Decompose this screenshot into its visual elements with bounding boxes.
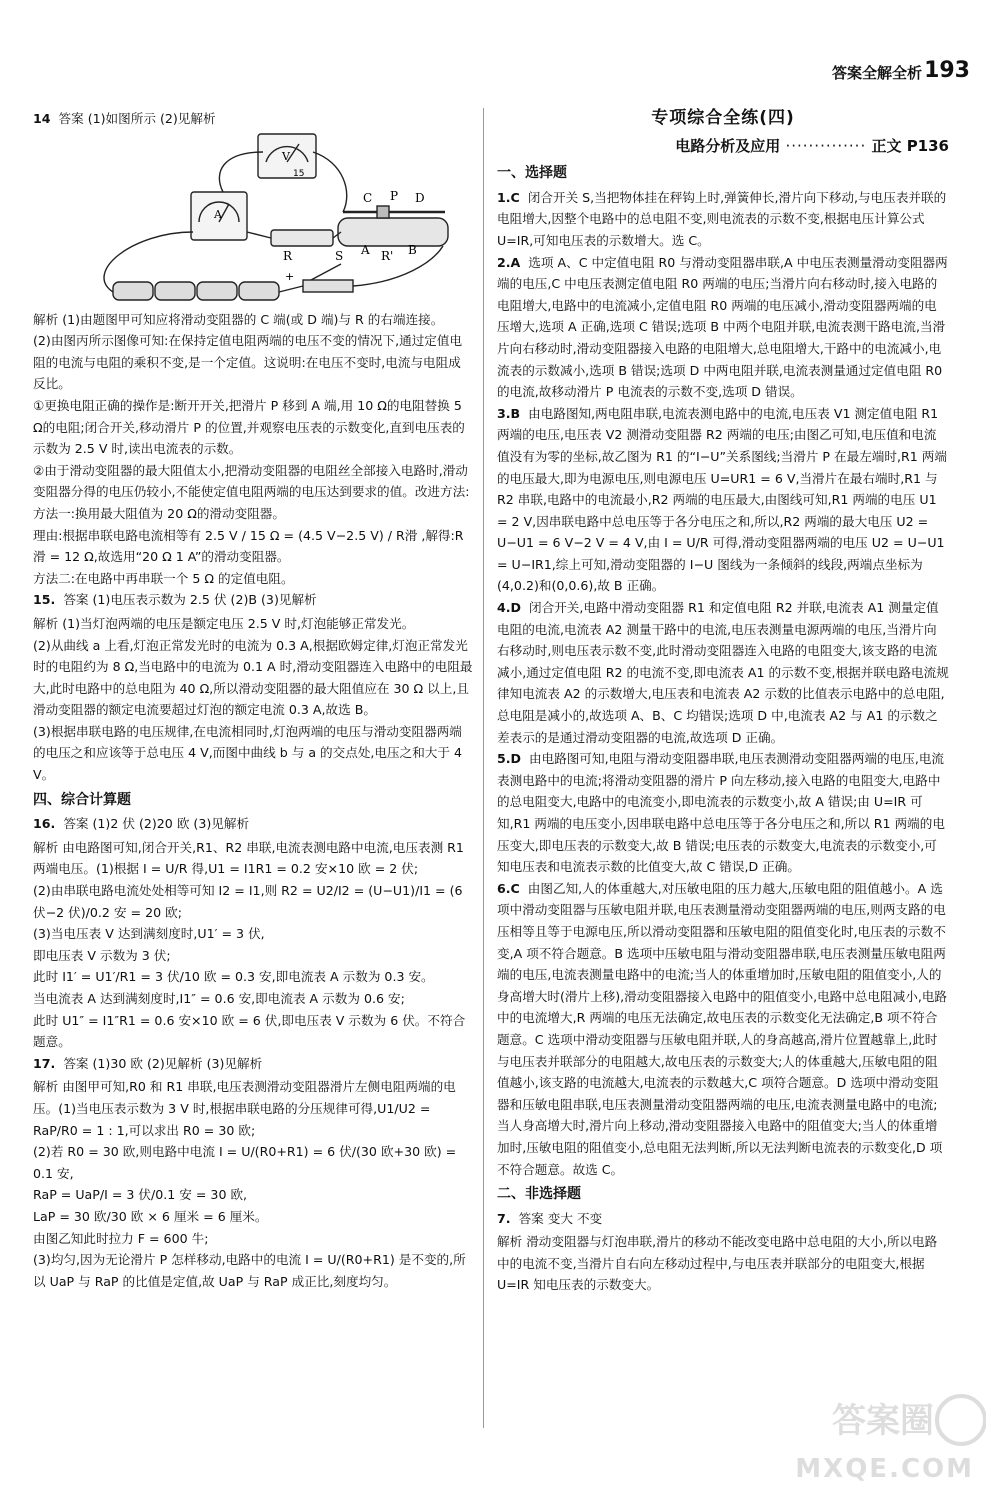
fig-label-S: S bbox=[335, 248, 344, 263]
q14-para: 解析 (1)由题图甲可知应将滑动变阻器的 C 端(或 D 端)与 R 的右端连接。 bbox=[33, 311, 444, 327]
q14-para: (2)由图丙所示图像可知:在保持定值电阻两端的电压不变的情况下,通过定值电阻的电流与电阻的乘积不变,是一个定值。这说明:在电压不变时,电流与电阻成反比。 bbox=[33, 333, 463, 392]
page-header bbox=[0, 0, 1000, 100]
q14-answer bbox=[33, 108, 473, 130]
q14-para: ②由于滑动变阻器的最大阻值太小,把滑动变阻器的电阻丝全部接入电路时,滑动变阻器分得的电压仍较小,不能使定值电阻两端的电压达到要求的值。改进方法: bbox=[33, 462, 470, 500]
header-section-label: 答案全解全析 bbox=[831, 64, 922, 82]
q15-number: 15. bbox=[33, 592, 56, 608]
fig-label-B: B bbox=[408, 242, 417, 257]
fig-label-V: V bbox=[282, 149, 290, 163]
fig-label-Rprime: R' bbox=[381, 248, 394, 263]
q17-para: (2)若 R0 = 30 欧,则电路中电流 I = U/(R0+R1) = 6 伏/(30 欧+30 欧) = 0.1 安, bbox=[33, 1144, 457, 1181]
topic-subtitle: 电路分析及应用 bbox=[675, 136, 781, 155]
q16-para: 解析 由电路图可知,闭合开关,R1、R2 串联,电流表测电路中电流,电压表测 R1 两端电压。(1)根据 I = U/R 得,U1 = I1R1 = 0.2 安×10 欧 = 2 伏; bbox=[33, 839, 464, 877]
left-column bbox=[33, 108, 473, 1292]
q14-answer-text: 答案 (1)如图所示 (2)见解析 bbox=[58, 111, 216, 126]
item-text: 由电路图知,两电阻串联,电流表测电路中的电流,电压表 V1 测定值电阻 R1 两端的电压,电压表 V2 测滑动变阻器 R2 两端的电压;由图乙可知,电压值和电流值没有为零的坐标,故乙图为 R1 的“I−U”关系图线;当滑片 P 在最左端时,R1 两端的电压最大,即为电源电压,则电源电压 U=UR1 = 6 V,当滑片在最右端时,R1 与 R2 串联,电路中的电流最小,R2 两端的电压最大,由图线可知,R1 两端的电压 U1 = 2 V,因串联电路中总电压等于各分电压之和,所以,R2 两端的最大电压 U2 = U−U1 = 6 V−2 V = 4 V,由 I = U/R 可得,滑动变阻器两端的电压 U2 = U−U1 = U−IR1,综上可知,滑动变阻器的 I−U 图线为一条倾斜的线段,两端点坐标为(4,0.2)和(0,0.6),故 B 正确。 bbox=[497, 405, 947, 594]
item-number: 5.D bbox=[497, 751, 522, 767]
q17-para: 由图乙知此时拉力 F = 600 牛; bbox=[33, 1230, 209, 1246]
q7-number: 7. bbox=[497, 1210, 511, 1226]
item-number: 6.C bbox=[497, 880, 520, 896]
q15-para: (2)从曲线 a 上看,灯泡正常发光时的电流为 0.3 A,根据欧姆定律,灯泡正常发光时的电阻约为 8 Ω,当电路中的电流为 0.1 A 时,滑动变阻器连入电路中的电阻最大,此时电路中的总电阻为 40 Ω,所以滑动变阻器的最大阻值应在 30 Ω 以上,且滑动变阻器的额定电流要超过灯泡的额定电流 0.3 A,故选 B。 bbox=[33, 637, 473, 718]
q17-answer bbox=[33, 1053, 473, 1075]
section-heading-4: 四、综合计算题 bbox=[33, 791, 131, 808]
item-number: 1.C bbox=[497, 189, 520, 205]
q16-answer-text: 答案 (1)2 伏 (2)20 欧 (3)见解析 bbox=[63, 816, 250, 832]
topic-page-ref: 正文 P136 bbox=[871, 136, 949, 155]
q14-para: 方法一:换用最大阻值为 20 Ω的滑动变阻器。 bbox=[33, 505, 285, 521]
choice-item bbox=[497, 597, 949, 748]
q7-answer bbox=[497, 1208, 949, 1230]
item-number: 2.A bbox=[497, 254, 521, 270]
fig-label-R: R bbox=[283, 248, 293, 263]
item-text: 由图乙知,人的体重越大,对压敏电阻的压力越大,压敏电阻的阻值越小。A 选项中滑动变阻器与压敏电阻并联,电压表测量滑动变阻器两端的电压,则两支路的电压相等且等于电源电压,所以滑动变阻器和压敏电阻的阻值变化时,电压表的示数不变,A 项不符合题意。B 选项中压敏电阻与滑动变阻器串联,电压表测量压敏电阻两端的电压,电流表测量电路中的电流;当人的体重增加时,压敏电阻的阻值变小,人的身高增大时(滑片上移),滑动变阻器接入电路中的阻值变小,电路中总电阻减小,电路中的电流增大,R 两端的电压无法确定,故电压表的示数变化无法确定,B 项不符合题意。C 选项中滑动变阻器与压敏电阻并联,人的身高越高,滑片位置越靠上,此时与电压表并联部分的电阻越大,故电压表的示数变大;人的体重越大,压敏电阻的阻值越小,该支路的电流越大,电流表的示数越大,C 项符合题意。D 选项中滑动变阻器和压敏电阻串联,电压表测量滑动变阻器两端的电压,电流表测量电路中的电流;当人身高增大时,滑片向上移动,滑动变阻器接入电路中的阻值变大;当人的体重增加时,压敏电阻的阻值变小,总电阻无法判断,所以无法判断电流表的示数变化,D 项不符合题意。故选 C。 bbox=[497, 880, 948, 1177]
q15-para: 解析 (1)当灯泡两端的电压是额定电压 2.5 V 时,灯泡能够正常发光。 bbox=[33, 615, 415, 631]
column-divider bbox=[483, 108, 484, 1428]
item-number: 4.D bbox=[497, 600, 522, 616]
fig-label-D: D bbox=[415, 190, 425, 205]
watermark-url: MXQE.COM bbox=[795, 1454, 974, 1484]
q17-answer-text: 答案 (1)30 欧 (2)见解析 (3)见解析 bbox=[63, 1055, 263, 1071]
watermark-logo-text: 答案圈 bbox=[832, 1401, 934, 1441]
q7-para: 解析 滑动变阻器与灯泡串联,滑片的移动不能改变电路中总电阻的大小,所以电路中的电流不变,当滑片自右向左移动过程中,与电压表并联部分的电阻变大,根据 U=IR 知电压表的示数变大。 bbox=[497, 1234, 938, 1293]
section-heading-2: 二、非选择题 bbox=[497, 1186, 581, 1203]
q16-para: (2)由串联电路电流处处相等可知 I2 = I1,则 R2 = U2/I2 = (U−U1)/I1 = (6 伏−2 伏)/0.2 安 = 20 欧; bbox=[33, 883, 463, 920]
item-text: 由电路图可知,电阻与滑动变阻器串联,电压表测滑动变阻器两端的电压,电流表测电路中的电流;将滑动变阻器的滑片 P 向左移动,接入电路的电阻变大,电路中的总电阻变大,电路中的电流变小,即电流表的示数变小,故 A 错误;由 U=IR 可知,R1 两端的电压变小,因串联电路中总电压等于各分电压之和,所以 R1 两端的电压变大,即电压表的示数变大,故 B 错误;电压表的示数变大,电流表的示数变小,可知电压表和电流表示数的比值变大,故 C 错误,D 正确。 bbox=[497, 751, 945, 875]
q16-para: (3)当电压表 V 达到满刻度时,U1′ = 3 伏, bbox=[33, 926, 265, 942]
q16-para: 当电流表 A 达到满刻度时,I1″ = 0.6 安,即电流表 A 示数为 0.6 安; bbox=[33, 991, 405, 1006]
q16-para: 即电压表 V 示数为 3 伏; bbox=[33, 947, 171, 963]
q16-answer bbox=[33, 813, 473, 835]
q14-para: 方法二:在电路中再串联一个 5 Ω 的定值电阻。 bbox=[33, 570, 294, 586]
q16-para: 此时 I1′ = U1′/R1 = 3 伏/10 欧 = 0.3 安,即电流表 A 示数为 0.3 安。 bbox=[33, 969, 434, 985]
choice-item bbox=[497, 403, 949, 597]
choice-item bbox=[497, 878, 949, 1180]
item-text: 闭合开关,电路中滑动变阻器 R1 和定值电阻 R2 并联,电流表 A1 测量定值电阻的电流,电流表 A2 测量干路中的电流,电压表测量电源两端的电压,当滑片向右移动时,则电压表示数不变,此时滑动变阻器连入电路的电阻变大,该支路的电流减小,通过定值电阻 R2 的电流不变,即电流表 A1 的示数不变,根据并联电路电流规律知电流表 A2 的示数增大,电压表和电流表 A2 示数的比值表示电路中的总电阻,总电阻是减小的,故选项 A、B、C 均错误;选项 D 中,电流表 A2 与 A1 的示数之差表示的是通过滑动变阻器的电流,故选项 D 正确。 bbox=[497, 600, 949, 745]
topic-subtitle-row bbox=[497, 136, 949, 158]
q15-para: (3)根据串联电路的电压规律,在电流相同时,灯泡两端的电压与滑动变阻器两端的电压之和应该等于总电压 4 V,而图中曲线 b 与 a 的交点处,电压之和大于 4 V。 bbox=[33, 723, 463, 783]
q17-para: LaP = 30 欧/30 欧 × 6 厘米 = 6 厘米。 bbox=[33, 1208, 268, 1224]
section-heading-1: 一、选择题 bbox=[497, 165, 567, 182]
fig-label-P: P bbox=[390, 188, 399, 203]
q15-answer bbox=[33, 589, 473, 611]
q17-para: RaP = UaP/I = 3 伏/0.1 安 = 30 欧, bbox=[33, 1187, 248, 1203]
watermark-logo-icon bbox=[826, 1388, 986, 1458]
q15-answer-text: 答案 (1)电压表示数为 2.5 伏 (2)B (3)见解析 bbox=[63, 592, 317, 608]
choice-item bbox=[497, 187, 949, 252]
fig-label-15: 15 bbox=[293, 168, 305, 179]
choice-item bbox=[497, 252, 949, 403]
q14-para: 理由:根据串联电路电流相等有 2.5 V / 15 Ω = (4.5 V−2.5 V) / R滑 ,解得:R滑 = 12 Ω,故选用“20 Ω 1 A”的滑动变阻器。 bbox=[33, 527, 464, 565]
item-text: 闭合开关 S,当把物体挂在秤钩上时,弹簧伸长,滑片向下移动,与电压表并联的电阻增大,因整个电路中的总电阻不变,则电流表的示数不变,根据电压计算公式 U=IR,可知电压表的示数增大。选 C。 bbox=[497, 189, 947, 248]
q17-para: 解析 由图甲可知,R0 和 R1 串联,电压表测滑动变阻器滑片左侧电阻两端的电压。(1)当电压表示数为 3 V 时,根据串联电路的分压规律可得,U1/U2 = RaP/R0 = 1 : 1,可以求出 R0 = 30 欧; bbox=[33, 1079, 456, 1138]
circuit-diagram bbox=[73, 132, 473, 307]
item-text: 选项 A、C 中定值电阻 R0 与滑动变阻器串联,A 中电压表测量滑动变阻器两端的电压,C 中电压表测定值电阻 R0 两端的电压;当滑片向右移动时,接入电路的电阻增大,电路中的电流减小,定值电阻 R0 两端的电压减小,滑动变阻器两端的电压增大,选项 A 正确,选项 C 错误;选项 B 中两个电阻并联,电流表测干路电流,当滑片向右移动时,滑动变阻器接入电路的电阻增大,总电阻增大,干路中的电流减小,电流表的示数减小,选项 B 错误;选项 D 中两电阻并联,电流表测量通过定值电阻 R0 的电流,故移动滑片 P 电流表的示数不变,选项 D 错误。 bbox=[497, 254, 948, 400]
topic-title: 专项综合全练(四) bbox=[651, 108, 795, 128]
q16-para: 此时 U1″ = I1″R1 = 0.6 安×10 欧 = 6 伏,即电压表 V 示数为 6 伏。不符合题意。 bbox=[33, 1012, 466, 1050]
right-column bbox=[497, 108, 949, 1296]
subtitle-leader-dots: ·············· bbox=[785, 136, 867, 155]
q16-number: 16. bbox=[33, 816, 56, 832]
q17-para: (3)均匀,因为无论滑片 P 怎样移动,电路中的电流 I = U/(R0+R1) 是不变的,所以 UaP 与 RaP 的比值是定值,故 UaP 与 RaP 成正比,刻度均匀。 bbox=[33, 1252, 466, 1289]
fig-label-A: A bbox=[361, 242, 370, 257]
choice-item bbox=[497, 748, 949, 878]
page-number: 193 bbox=[924, 58, 970, 83]
q17-number: 17. bbox=[33, 1055, 56, 1071]
q14-circuit-figure bbox=[73, 132, 473, 307]
fig-label-plus: + bbox=[285, 269, 295, 283]
q14-para: ①更换电阻正确的操作是:断开开关,把滑片 P 移到 A 端,用 10 Ω的电阻替换 5 Ω的电阻;闭合开关,移动滑片 P 的位置,并观察电压表的示数变化,直到电压表的示数为 2.5 V 时,读出电流表的示数。 bbox=[33, 397, 465, 457]
fig-label-Ameter: A bbox=[214, 207, 222, 221]
q14-number: 14 bbox=[33, 111, 51, 126]
fig-label-C: C bbox=[363, 190, 373, 205]
item-number: 3.B bbox=[497, 405, 521, 421]
q7-answer-text: 答案 变大 不变 bbox=[518, 1210, 603, 1226]
